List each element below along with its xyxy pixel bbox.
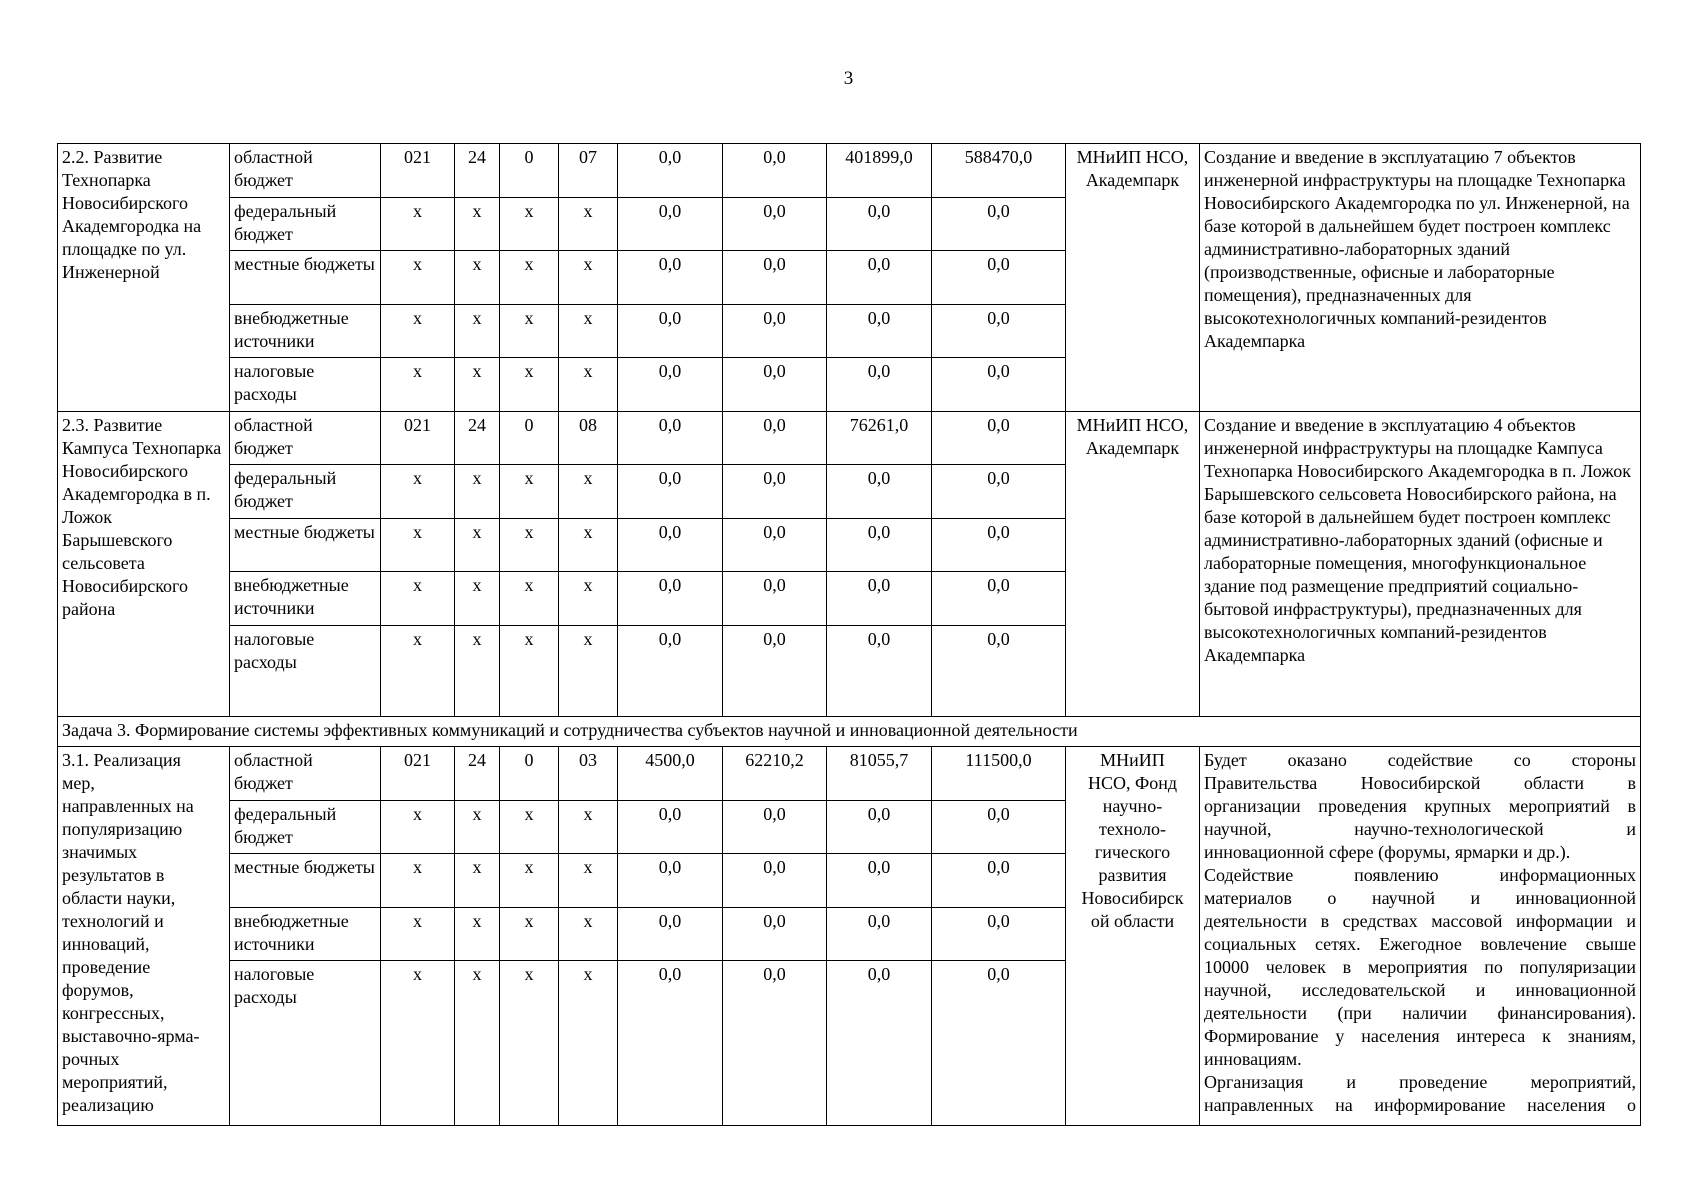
value-cell-v4: 0,0 (932, 251, 1066, 305)
value-cell-cs: х (559, 572, 618, 626)
value-cell-v4: 0,0 (932, 907, 1066, 961)
value-cell-v2: 0,0 (723, 304, 827, 358)
funding-source-cell: местные бюджеты (230, 518, 381, 572)
value-cell-rz: 24 (455, 747, 500, 801)
funding-source-cell: налоговые расходы (230, 625, 381, 716)
funding-source-cell: областной бюджет (230, 144, 381, 198)
executor-line: научно- (1102, 796, 1163, 816)
result-line: инновациям. (1204, 1049, 1302, 1069)
value-cell-pr: х (500, 572, 559, 626)
value-cell-v1: 0,0 (618, 304, 723, 358)
value-cell-grbs: х (381, 304, 455, 358)
value-cell-v3: 76261,0 (827, 411, 932, 465)
value-cell-v1: 0,0 (618, 625, 723, 716)
value-cell-v1: 0,0 (618, 854, 723, 908)
value-cell-grbs: х (381, 800, 455, 854)
value-cell-rz: х (455, 907, 500, 961)
value-cell-grbs: х (381, 465, 455, 519)
measure-title-line: рочных (62, 1049, 120, 1069)
funding-source-cell: федеральный бюджет (230, 197, 381, 251)
result-line: социальных сетях. Ежегодное вовлечение свыше (1204, 934, 1636, 954)
result-line: деятельности (при наличии финансирования). (1204, 1003, 1636, 1023)
value-cell-v4: 0,0 (932, 465, 1066, 519)
value-cell-v1: 0,0 (618, 411, 723, 465)
measure-title-line: популяризацию (62, 819, 183, 839)
value-cell-v1: 0,0 (618, 518, 723, 572)
value-cell-cs: х (559, 854, 618, 908)
value-cell-v2: 0,0 (723, 518, 827, 572)
funding-source-cell: внебюджетные источники (230, 907, 381, 961)
value-cell-v4: 0,0 (932, 961, 1066, 1126)
measure-title-cell: 2.3. Развитие Кампуса Технопарка Новосибирского Академгородка в п. Ложок Барышевского сельсовета Новосибирского района (58, 411, 230, 716)
table-row (58, 747, 1641, 801)
value-cell-v4: 0,0 (932, 800, 1066, 854)
measure-title-line: форумов, (62, 980, 134, 1000)
value-cell-v2: 0,0 (723, 144, 827, 198)
value-cell-v2: 0,0 (723, 251, 827, 305)
result-line: материалов о научной и инновационной (1204, 888, 1636, 908)
result-line: научной, научно-технологической и (1204, 819, 1636, 839)
executor-line: гического (1094, 842, 1171, 862)
value-cell-v2: 62210,2 (723, 747, 827, 801)
value-cell-cs: 03 (559, 747, 618, 801)
measure-title-line: инноваций, (62, 934, 150, 954)
value-cell-v4: 0,0 (932, 625, 1066, 716)
executor-line: НСО, Фонд (1087, 773, 1177, 793)
value-cell-pr: х (500, 800, 559, 854)
value-cell-v4: 588470,0 (932, 144, 1066, 198)
value-cell-v3: 0,0 (827, 304, 932, 358)
measure-title-line: значимых (62, 842, 138, 862)
value-cell-grbs: х (381, 625, 455, 716)
task-row (58, 716, 1641, 746)
value-cell-v4: 0,0 (932, 854, 1066, 908)
value-cell-rz: х (455, 961, 500, 1126)
executor-cell (1066, 747, 1200, 1126)
value-cell-cs: х (559, 197, 618, 251)
value-cell-grbs: х (381, 518, 455, 572)
value-cell-v1: 4500,0 (618, 747, 723, 801)
value-cell-rz: х (455, 465, 500, 519)
value-cell-v1: 0,0 (618, 465, 723, 519)
value-cell-v1: 0,0 (618, 144, 723, 198)
measure-title-line: направленных на (62, 796, 194, 816)
executor-line: техноло- (1099, 819, 1166, 839)
value-cell-v4: 0,0 (932, 197, 1066, 251)
value-cell-v1: 0,0 (618, 907, 723, 961)
value-cell-rz: х (455, 358, 500, 412)
funding-source-cell: областной бюджет (230, 747, 381, 801)
value-cell-cs: х (559, 907, 618, 961)
value-cell-pr: 0 (500, 144, 559, 198)
result-line: Будет оказано содействие со стороны (1204, 750, 1636, 770)
value-cell-v4: 0,0 (932, 358, 1066, 412)
measure-title-line: области науки, (62, 888, 176, 908)
executor-line: ой области (1090, 911, 1175, 931)
funding-source-cell: местные бюджеты (230, 251, 381, 305)
executor-line: Новосибирск (1081, 888, 1184, 908)
value-cell-pr: х (500, 625, 559, 716)
result-line: организации проведения крупных мероприятий в (1204, 796, 1636, 816)
value-cell-v2: 0,0 (723, 197, 827, 251)
executor-cell: МНиИП НСО, Академпарк (1066, 144, 1200, 412)
measure-title-line: 3.1. Реализация (62, 750, 181, 770)
value-cell-v3: 0,0 (827, 465, 932, 519)
value-cell-pr: х (500, 197, 559, 251)
measure-title-line: технологий и (62, 911, 164, 931)
executor-cell: МНиИП НСО, Академпарк (1066, 411, 1200, 716)
result-line: Организация и проведение мероприятий, (1204, 1072, 1636, 1092)
table-body (58, 144, 1641, 1126)
value-cell-grbs: х (381, 854, 455, 908)
value-cell-v3: 0,0 (827, 358, 932, 412)
value-cell-cs: х (559, 251, 618, 305)
value-cell-v3: 0,0 (827, 907, 932, 961)
value-cell-pr: х (500, 304, 559, 358)
value-cell-pr: х (500, 465, 559, 519)
table-row (58, 144, 1641, 198)
value-cell-rz: 24 (455, 411, 500, 465)
result-line: направленных на информирование населения о (1204, 1095, 1636, 1115)
funding-source-cell: налоговые расходы (230, 358, 381, 412)
value-cell-v4: 0,0 (932, 572, 1066, 626)
funding-source-cell: федеральный бюджет (230, 465, 381, 519)
value-cell-v3: 401899,0 (827, 144, 932, 198)
value-cell-v4: 111500,0 (932, 747, 1066, 801)
value-cell-v3: 0,0 (827, 800, 932, 854)
value-cell-rz: х (455, 518, 500, 572)
measure-title-cell (58, 747, 230, 1126)
task-header: Задача 3. Формирование системы эффективных коммуникаций и сотрудничества субъектов научной и инновационной деятельности (58, 716, 1641, 746)
value-cell-v1: 0,0 (618, 800, 723, 854)
value-cell-cs: х (559, 518, 618, 572)
value-cell-pr: х (500, 961, 559, 1126)
value-cell-v1: 0,0 (618, 251, 723, 305)
measure-title-line: мер, (62, 773, 95, 793)
value-cell-cs: х (559, 465, 618, 519)
value-cell-v3: 0,0 (827, 854, 932, 908)
value-cell-cs: х (559, 358, 618, 412)
result-line: 10000 человек в мероприятия по популяризации (1204, 957, 1636, 977)
value-cell-pr: х (500, 907, 559, 961)
value-cell-grbs: х (381, 907, 455, 961)
value-cell-v3: 0,0 (827, 251, 932, 305)
funding-source-cell: федеральный бюджет (230, 800, 381, 854)
value-cell-v1: 0,0 (618, 358, 723, 412)
funding-source-cell: местные бюджеты (230, 854, 381, 908)
value-cell-pr: х (500, 358, 559, 412)
funding-source-cell: областной бюджет (230, 411, 381, 465)
value-cell-v2: 0,0 (723, 907, 827, 961)
measures-table (57, 143, 1641, 1126)
expected-result-cell: Создание и введение в эксплуатацию 7 объектов инженерной инфраструктуры на площадке Технопарка Новосибирского Академгородка по ул. Инженерной, на базе которой в дальнейшем будет построен комплекс административно-лабораторных зданий (производственные, офисные и лабораторные помещения), предназначенных для высокотехнологичных компаний-резидентов Академпарка (1200, 144, 1641, 412)
value-cell-v3: 0,0 (827, 197, 932, 251)
value-cell-v2: 0,0 (723, 854, 827, 908)
value-cell-cs: х (559, 961, 618, 1126)
expected-result-cell (1200, 747, 1641, 1126)
value-cell-rz: х (455, 572, 500, 626)
value-cell-pr: 0 (500, 411, 559, 465)
measure-title-line: выставочно-ярма- (62, 1026, 200, 1046)
value-cell-grbs: 021 (381, 144, 455, 198)
measure-title-line: проведение (62, 957, 151, 977)
value-cell-rz: х (455, 251, 500, 305)
value-cell-v2: 0,0 (723, 961, 827, 1126)
value-cell-cs: х (559, 625, 618, 716)
value-cell-pr: х (500, 854, 559, 908)
value-cell-grbs: х (381, 251, 455, 305)
value-cell-v3: 0,0 (827, 961, 932, 1126)
value-cell-rz: 24 (455, 144, 500, 198)
value-cell-rz: х (455, 304, 500, 358)
value-cell-grbs: 021 (381, 747, 455, 801)
measure-title-line: конгрессных, (62, 1003, 165, 1023)
value-cell-pr: х (500, 518, 559, 572)
result-line: инновационной сфере (форумы, ярмарки и др.). (1204, 842, 1571, 862)
measure-title-line: реализацию (62, 1095, 154, 1115)
value-cell-v3: 0,0 (827, 518, 932, 572)
value-cell-v1: 0,0 (618, 197, 723, 251)
result-line: деятельности в средствах массовой информации и (1204, 911, 1636, 931)
value-cell-rz: х (455, 800, 500, 854)
value-cell-v1: 0,0 (618, 961, 723, 1126)
result-line: Содействие появлению информационных (1204, 865, 1636, 885)
value-cell-cs: 07 (559, 144, 618, 198)
value-cell-v2: 0,0 (723, 358, 827, 412)
value-cell-v3: 81055,7 (827, 747, 932, 801)
expected-result-cell: Создание и введение в эксплуатацию 4 объектов инженерной инфраструктуры на площадке Кампуса Технопарка Новосибирского Академгородка в п. Ложок Барышевского сельсовета Новосибирского района, на базе которой в дальнейшем будет построен комплекс административно-лабораторных зданий (офисные и лабораторные помещения, многофункциональное здание под размещение предприятий социально-бытовой инфраструктуры), предназначенных для высокотехнологичных компаний-резидентов Академпарка (1200, 411, 1641, 716)
value-cell-cs: х (559, 304, 618, 358)
page-number: 3 (843, 68, 854, 89)
value-cell-v4: 0,0 (932, 411, 1066, 465)
value-cell-v3: 0,0 (827, 572, 932, 626)
value-cell-v2: 0,0 (723, 465, 827, 519)
value-cell-v4: 0,0 (932, 518, 1066, 572)
value-cell-cs: х (559, 800, 618, 854)
funding-source-cell: внебюджетные источники (230, 572, 381, 626)
value-cell-grbs: х (381, 197, 455, 251)
result-line: Формирование у населения интереса к знаниям, (1204, 1026, 1636, 1046)
value-cell-v1: 0,0 (618, 572, 723, 626)
value-cell-v4: 0,0 (932, 304, 1066, 358)
measure-title-line: результатов в (62, 865, 165, 885)
funding-source-cell: внебюджетные источники (230, 304, 381, 358)
result-line: Правительства Новосибирской области в (1204, 773, 1636, 793)
value-cell-v2: 0,0 (723, 411, 827, 465)
result-line: научной, исследовательской и инновационной (1204, 980, 1636, 1000)
executor-line: МНиИП (1100, 750, 1165, 770)
value-cell-v2: 0,0 (723, 572, 827, 626)
measure-title-line: мероприятий, (62, 1072, 168, 1092)
value-cell-v2: 0,0 (723, 625, 827, 716)
value-cell-pr: х (500, 251, 559, 305)
value-cell-cs: 08 (559, 411, 618, 465)
table-row (58, 411, 1641, 465)
value-cell-rz: х (455, 854, 500, 908)
value-cell-v2: 0,0 (723, 800, 827, 854)
executor-line: развития (1098, 865, 1167, 885)
value-cell-pr: 0 (500, 747, 559, 801)
value-cell-grbs: х (381, 358, 455, 412)
value-cell-grbs: х (381, 572, 455, 626)
funding-source-cell: налоговые расходы (230, 961, 381, 1126)
value-cell-grbs: х (381, 961, 455, 1126)
value-cell-v3: 0,0 (827, 625, 932, 716)
value-cell-rz: х (455, 625, 500, 716)
measure-title-cell: 2.2. Развитие Технопарка Новосибирского Академгородка на площадке по ул. Инженерной (58, 144, 230, 412)
value-cell-rz: х (455, 197, 500, 251)
value-cell-grbs: 021 (381, 411, 455, 465)
